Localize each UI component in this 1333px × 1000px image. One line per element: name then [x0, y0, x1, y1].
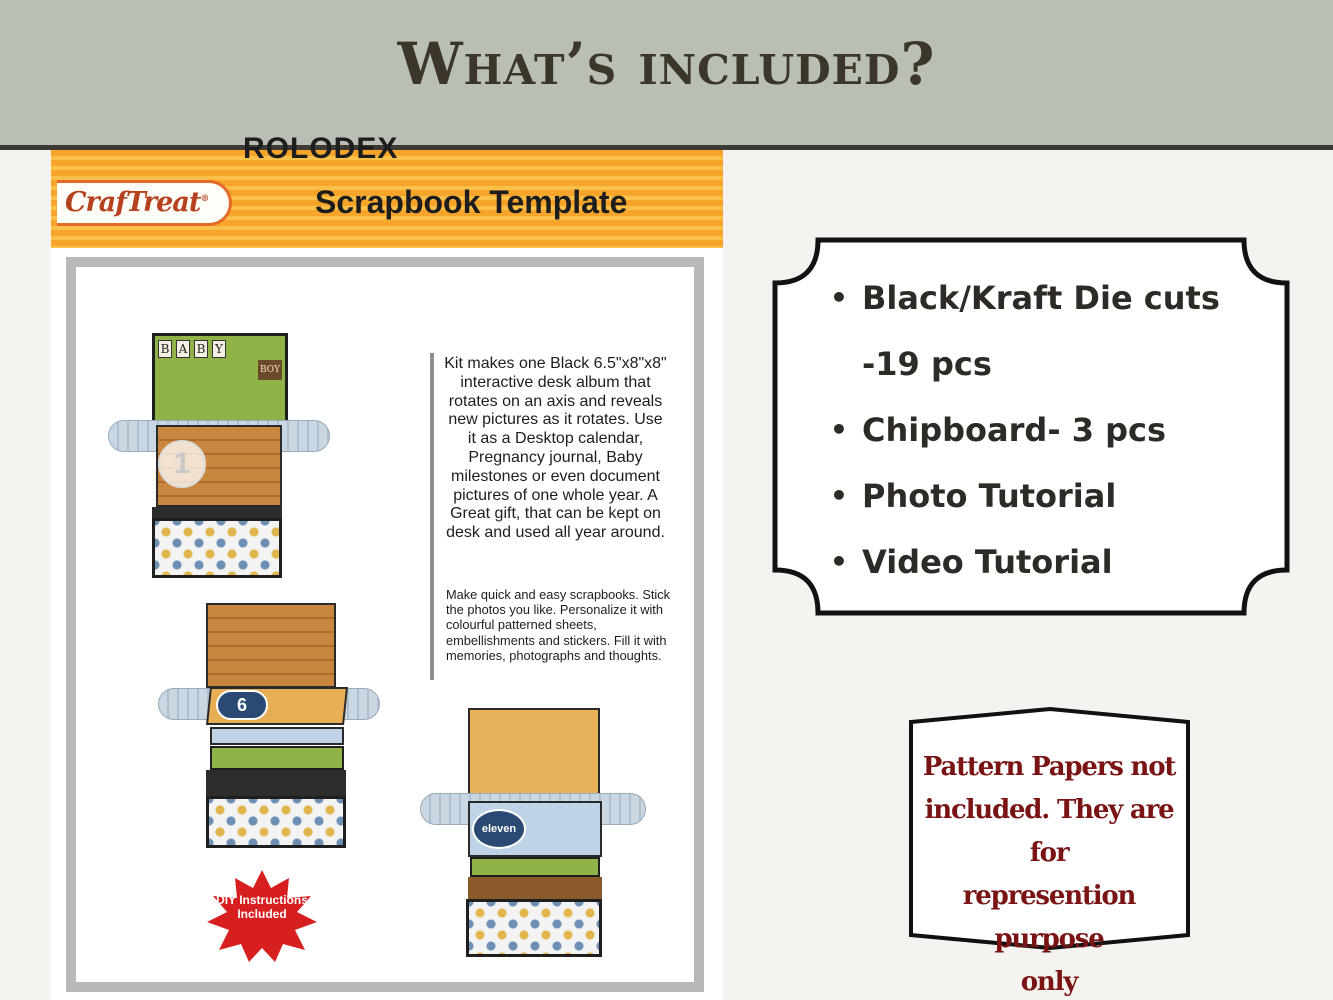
page-title: What’s included? [397, 30, 936, 98]
note-line: Pattern Papers not [922, 752, 1176, 782]
banner-title: Scrapbook Template [315, 184, 628, 220]
included-item-continuation: -19 pcs [862, 345, 992, 383]
product-description-secondary: Make quick and easy scrapbooks. Stick the photos you like. Personalize it with colourful patterned sheets, embellishments and stickers. Fill it with memories, photographs and thoughts. [446, 587, 671, 663]
note-text [910, 746, 1188, 1000]
product-name: ROLODEX [243, 132, 399, 165]
diy-badge-text: DIY Instructions Included [216, 893, 308, 921]
month-badge: eleven [472, 809, 526, 849]
month-badge: 1 [158, 440, 206, 488]
note-line: represention purpose [962, 881, 1136, 954]
brand-logo: CrafTreat® [57, 180, 232, 226]
month-badge: 6 [216, 690, 268, 720]
rolodex-illustration-eleven-months [418, 705, 648, 960]
bunting-letter: A [176, 340, 190, 358]
polka-dot-drawer [152, 518, 282, 578]
drawer-frame [468, 877, 602, 901]
included-item: • Chipboard- 3 pcs [830, 397, 1270, 463]
note-line: included. They are for [924, 795, 1174, 868]
included-item: • Photo Tutorial [830, 463, 1270, 529]
rolodex-illustration-six-months [158, 600, 383, 850]
included-item: • Black/Kraft Die cuts [830, 265, 1270, 331]
green-page [210, 746, 344, 770]
bunting-letter: Y [212, 340, 226, 358]
green-page [470, 857, 600, 877]
description-divider [430, 353, 434, 680]
polka-dot-drawer [466, 899, 602, 957]
bunting-letter: B [158, 340, 172, 358]
note-line: only [1020, 967, 1078, 997]
included-items-list [830, 265, 1270, 595]
boy-tag: BOY [258, 360, 282, 380]
kraft-back-panel [468, 708, 600, 803]
blue-page [210, 727, 344, 745]
polka-dot-drawer [206, 796, 346, 848]
rolodex-illustration-baby [106, 330, 331, 580]
bunting-letter: B [194, 340, 208, 358]
brand-logo-text: CrafTreat [65, 187, 201, 218]
wood-back-panel [206, 603, 336, 688]
included-item: • Video Tutorial [830, 529, 1270, 595]
product-description: Kit makes one Black 6.5"x8"x8" interactive desk album that rotates on an axis and reveals new pictures as it rotates. Use it as a Desktop calendar, Pregnancy journal, Baby milestones or even document pictures of one whole year. A Great gift, that can be kept on desk and used all year around. [444, 355, 667, 542]
drawer-frame [206, 770, 346, 798]
